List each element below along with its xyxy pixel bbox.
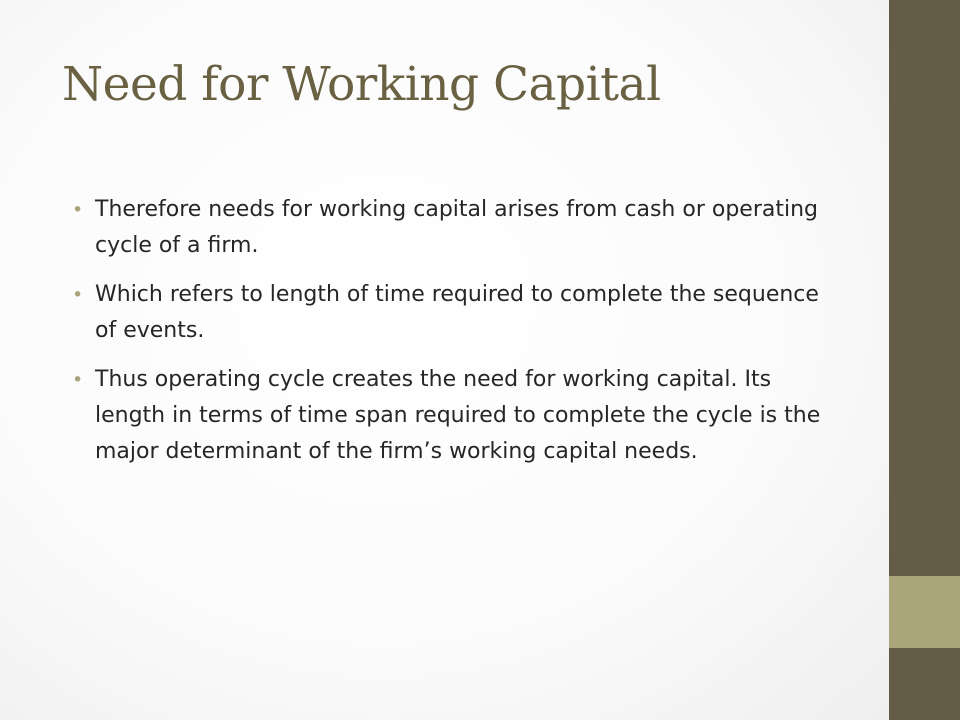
bullet-text: Which refers to length of time required to complete the sequence of events. xyxy=(95,282,819,343)
side-decor-accent xyxy=(889,576,960,648)
bullet-list xyxy=(70,192,845,483)
bullet-icon: • xyxy=(72,284,84,306)
bullet-item xyxy=(70,192,845,264)
slide-title: Need for Working Capital xyxy=(62,57,661,112)
bullet-item xyxy=(70,362,845,470)
bullet-icon: • xyxy=(72,199,84,221)
bullet-icon: • xyxy=(72,369,84,391)
bullet-text: Therefore needs for working capital arises from cash or operating cycle of a firm. xyxy=(95,197,818,258)
bullet-item xyxy=(70,277,845,349)
bullet-text: Thus operating cycle creates the need for working capital. Its length in terms of time span required to complete the cycle is the major determinant of the firm’s working capital needs. xyxy=(95,367,821,464)
